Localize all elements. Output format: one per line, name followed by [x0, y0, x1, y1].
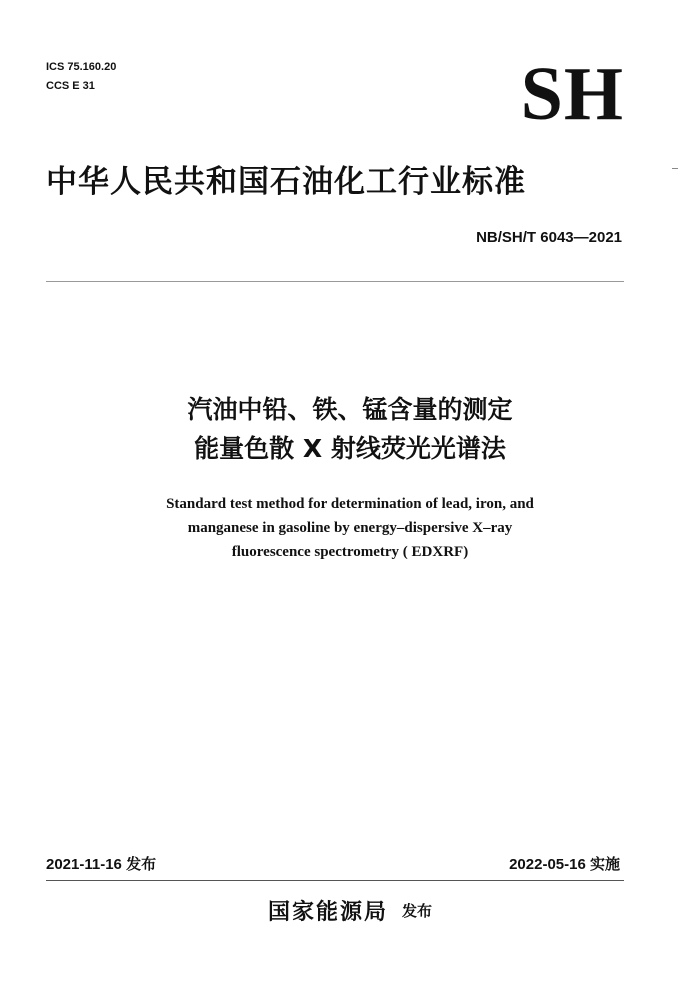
ccs-code: CCS E 31: [46, 80, 95, 92]
standard-number: NB/SH/T 6043—2021: [476, 229, 622, 246]
publisher-action: 发布: [402, 902, 433, 920]
english-title-line-1: Standard test method for determination of lead, iron, and: [166, 496, 534, 512]
issue-date: 2021-11-16 发布: [46, 856, 157, 873]
effective-date: 2022-05-16 实施: [509, 856, 620, 873]
publisher: [0, 895, 700, 926]
publisher-name: 国家能源局: [267, 900, 388, 925]
standard-category-title: 中华人民共和国石油化工行业标准: [46, 164, 526, 200]
edge-mark: [672, 168, 678, 169]
chinese-title-line-2: 能量色散 X 射线荧光光谱法: [194, 434, 506, 463]
chinese-title-line-1: 汽油中铅、铁、锰含量的测定: [187, 395, 513, 424]
english-title: [0, 492, 700, 564]
classification-codes: [46, 58, 116, 96]
ics-code: ICS 75.160.20: [46, 61, 117, 73]
sh-logo: SH: [520, 52, 624, 136]
english-title-line-2: manganese in gasoline by energy–dispersive X–ray: [187, 520, 513, 536]
english-title-line-3: fluorescence spectrometry ( EDXRF): [231, 544, 469, 560]
top-divider: [46, 281, 624, 282]
bottom-divider: [46, 880, 624, 881]
chinese-title: [0, 390, 700, 468]
